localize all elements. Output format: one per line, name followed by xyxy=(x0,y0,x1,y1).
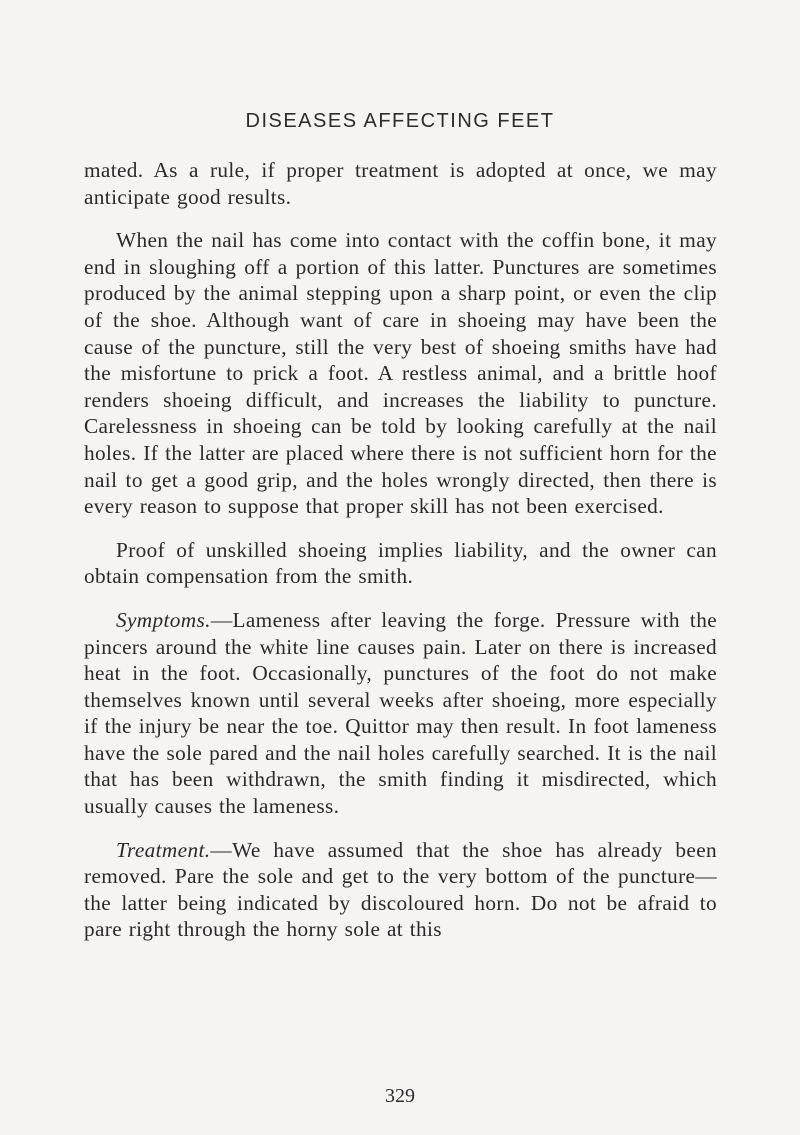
paragraph-treatment xyxy=(84,837,717,943)
paragraph-text: —Lameness after leaving the forge. Pressure with the pincers around the white line causes pain. Later on there is increased heat in the foot. Occasionally, punctures of the foot do not make themselves known until several weeks after shoeing, more especially if the injury be near the toe. Quittor may then result. In foot lameness have the sole pared and the nail holes carefully searched. It is the nail that has been withdrawn, the smith finding it misdirected, which usually causes the lameness. xyxy=(84,607,717,819)
paragraph-symptoms xyxy=(84,607,717,820)
running-head: DISEASES AFFECTING FEET xyxy=(245,110,555,132)
paragraph-text: Proof of unskilled shoeing implies liability, and the owner can obtain compensation from the smith. xyxy=(84,537,717,589)
treatment-heading: Treatment. xyxy=(116,837,211,862)
paragraph-coffin-bone xyxy=(84,227,717,520)
paragraph-text: When the nail has come into contact with the coffin bone, it may end in sloughing off a portion of this latter. Punctures are sometimes produced by the animal stepping upon a sharp point, or even the clip of the shoe. Although want of care in shoeing may have been the cause of the puncture, still the very best of shoeing smiths have had the misfortune to prick a foot. A restless animal, and a brittle hoof renders shoeing difficult, and increases the liability to puncture. Carelessness in shoeing can be told by looking carefully at the nail holes. If the latter are placed where there is not sufficient horn for the nail to get a good grip, and the holes wrongly directed, then there is every reason to suppose that proper skill has not been exercised. xyxy=(84,228,717,519)
paragraph-continuation xyxy=(84,157,717,210)
paragraph-text: mated. As a rule, if proper treatment is adopted at once, we may anticipate good results. xyxy=(84,158,717,209)
paragraph-liability xyxy=(84,537,717,590)
page-number: 329 xyxy=(385,1085,415,1107)
symptoms-heading: Symptoms. xyxy=(116,607,211,632)
paragraph-text: —We have assumed that the shoe has already been removed. Pare the sole and get to the very bottom of the puncture—the latter being indicated by discoloured horn. Do not be afraid to pare right through the horny sole at this xyxy=(84,837,717,942)
body-text xyxy=(84,157,717,943)
